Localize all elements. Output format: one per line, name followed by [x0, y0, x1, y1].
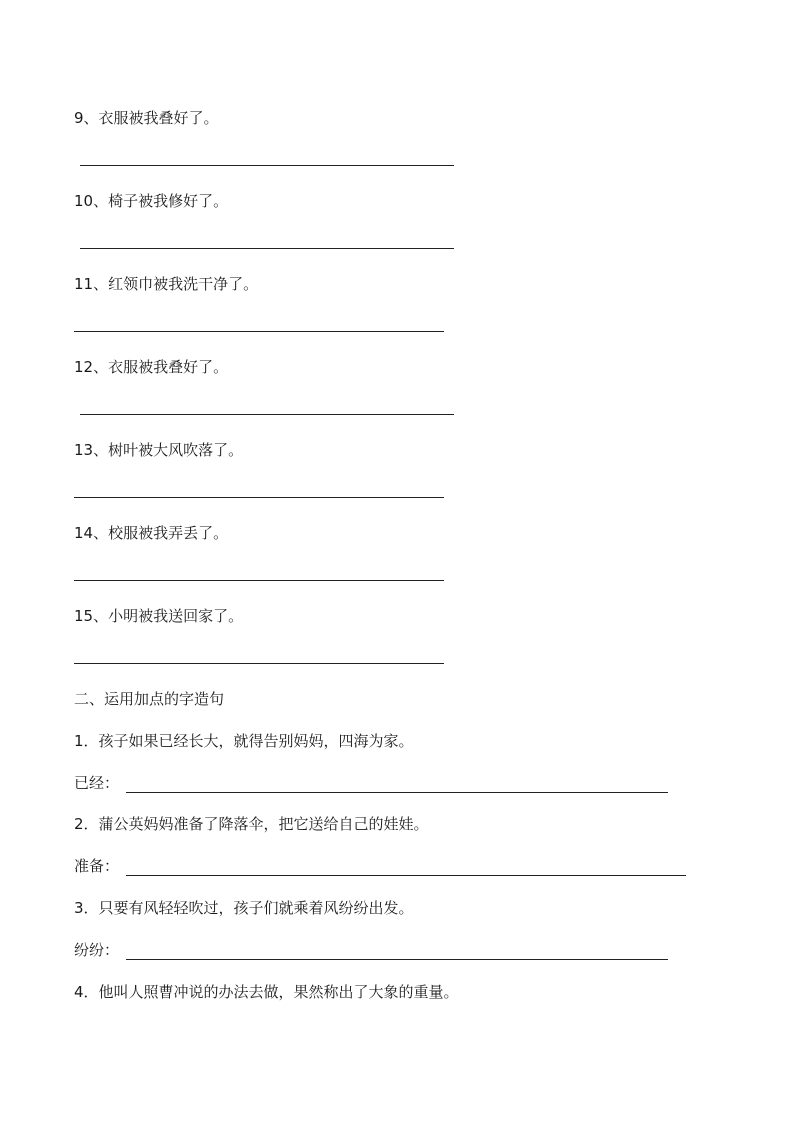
question-15: 15、小明被我送回家了。 [74, 607, 244, 625]
question-13: 13、树叶被大风吹落了。 [74, 441, 244, 459]
answer-blank-word-3[interactable] [126, 959, 668, 960]
answer-blank-14[interactable] [74, 580, 444, 581]
answer-blank-word-2[interactable] [126, 875, 686, 876]
answer-blank-9[interactable] [80, 165, 454, 166]
question-11: 11、红领巾被我洗干净了。 [74, 275, 259, 293]
sentence-2: 2．蒲公英妈妈准备了降落伞，把它送给自己的娃娃。 [74, 815, 429, 833]
answer-blank-10[interactable] [80, 248, 454, 249]
word-label-1: 已经： [74, 774, 120, 792]
sentence-3: 3．只要有风轻轻吹过，孩子们就乘着风纷纷出发。 [74, 899, 414, 917]
answer-blank-word-1[interactable] [126, 792, 668, 793]
answer-blank-15[interactable] [74, 663, 444, 664]
question-9: 9、衣服被我叠好了。 [74, 109, 219, 127]
word-label-3: 纷纷： [74, 941, 120, 959]
word-label-2: 准备： [74, 857, 120, 875]
section-heading: 二、运用加点的字造句 [74, 690, 225, 708]
question-12: 12、衣服被我叠好了。 [74, 358, 229, 376]
sentence-4: 4．他叫人照曹冲说的办法去做，果然称出了大象的重量。 [74, 983, 459, 1001]
sentence-1: 1．孩子如果已经长大，就得告别妈妈，四海为家。 [74, 732, 414, 750]
answer-blank-13[interactable] [74, 497, 444, 498]
question-10: 10、椅子被我修好了。 [74, 192, 229, 210]
answer-blank-12[interactable] [80, 414, 454, 415]
question-14: 14、校服被我弄丢了。 [74, 524, 229, 542]
answer-blank-11[interactable] [74, 331, 444, 332]
